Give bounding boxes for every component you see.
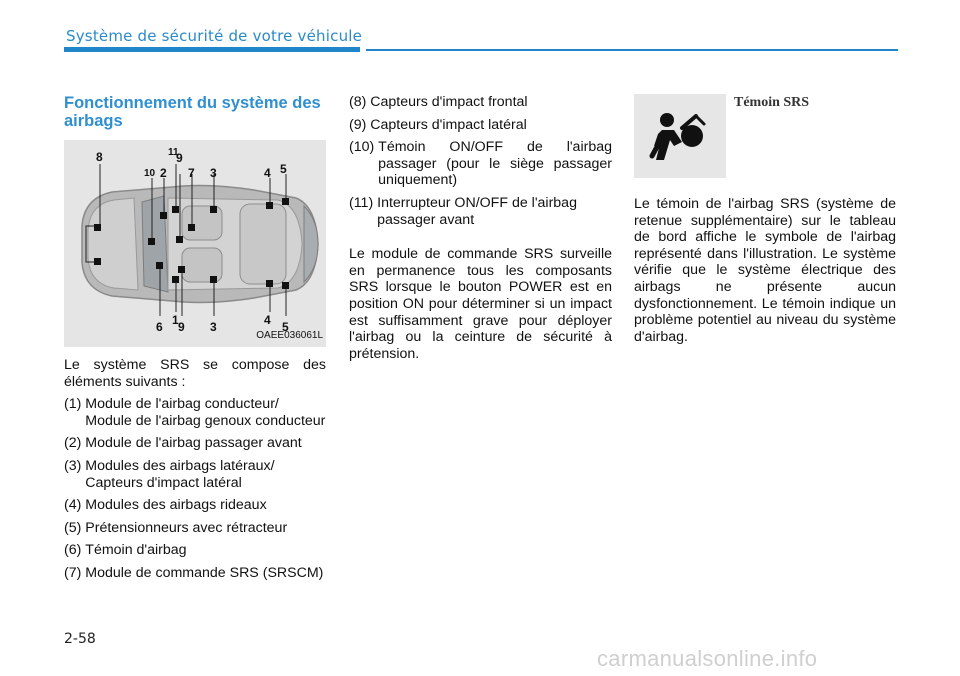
srs-indicator-header: [634, 94, 896, 178]
column-3: [634, 94, 896, 351]
rear-window: [304, 206, 318, 282]
diagram-label: 2: [160, 166, 167, 180]
car-hood: [88, 198, 138, 290]
srs-paragraph: Le témoin de l'airbag SRS (système de retenue supplémentaire) sur le tableau de bord affiche le symbole de l'airbag représenté dans l'illustration. Le système vérifie que le système électrique des airbags ne présente aucun dysfonctionnement. Le témoin indique un problème potentiel au niveau du système d'airbag.: [634, 196, 896, 345]
diagram-label: 1: [172, 313, 179, 327]
list-item: (2) Module de l'airbag passager avant: [64, 435, 302, 452]
car-top-view-illustration: [64, 140, 326, 347]
list-item: (3) Modules des airbags latéraux/ Capteurs d'impact latéral: [64, 457, 275, 491]
header-rule-thick: [64, 47, 360, 52]
list-item: (9) Capteurs d'impact latéral: [349, 116, 527, 133]
list-item: (11) Interrupteur ON/OFF de l'airbag passager avant: [349, 194, 577, 228]
watermark: carmanualsonline.info: [597, 646, 818, 671]
diagram-label: 5: [282, 320, 289, 334]
diagram-label: 9: [176, 151, 183, 165]
intro-text: Le système SRS se compose des éléments suivants :: [64, 357, 326, 390]
section-title: Fonctionnement du système des airbags: [64, 94, 321, 130]
list-item: (4) Modules des airbags rideaux: [64, 497, 267, 514]
diagram-label: 7: [188, 166, 195, 180]
column-1: [64, 94, 326, 588]
diagram-label: 4: [264, 166, 271, 180]
diagram-label: 6: [156, 320, 163, 334]
page-header-title: Système de sécurité de votre véhicule: [66, 27, 363, 45]
diagram-label: 5: [280, 162, 287, 176]
diagram-label: 11: [168, 147, 179, 158]
srs-icon-box: [634, 94, 726, 178]
airbag-warning-icon: [634, 94, 726, 178]
figure-code: OAEE036061L: [256, 330, 323, 342]
rear-seat: [240, 204, 286, 284]
page-number: 2-58: [64, 631, 96, 647]
diagram-label: 3: [210, 166, 217, 180]
diagram-label: 9: [178, 320, 185, 334]
list-item: (10) Témoin ON/OFF de l'airbag passager (pour le siège passager uniquement): [349, 139, 612, 189]
diagram-label: 8: [96, 150, 103, 164]
diagram-label: 10: [144, 168, 156, 179]
list-item: (5) Prétensionneurs avec rétracteur: [64, 519, 288, 536]
diagram-label: 4: [264, 313, 271, 327]
list-item: (8) Capteurs d'impact frontal: [349, 94, 528, 110]
srs-title: Témoin SRS: [734, 95, 810, 110]
diagram-label: 3: [210, 320, 217, 334]
list-item: (7) Module de commande SRS (SRSCM): [64, 564, 324, 581]
list-item: (1) Module de l'airbag conducteur/ Module de l'airbag genoux conducteur: [64, 396, 326, 429]
header-rule-thin: [366, 49, 898, 51]
srscm-paragraph: Le module de commande SRS surveille en permanence tous les composants SRS lorsque le bouton POWER est en position ON pour déterminer si un impact est suffisamment grave pour déployer l'airbag ou la ceinture de sécurité à prétension.: [349, 246, 612, 362]
column-2: [349, 94, 612, 368]
list-item: (6) Témoin d'airbag: [64, 542, 187, 559]
airbag-system-diagram: [64, 140, 326, 347]
